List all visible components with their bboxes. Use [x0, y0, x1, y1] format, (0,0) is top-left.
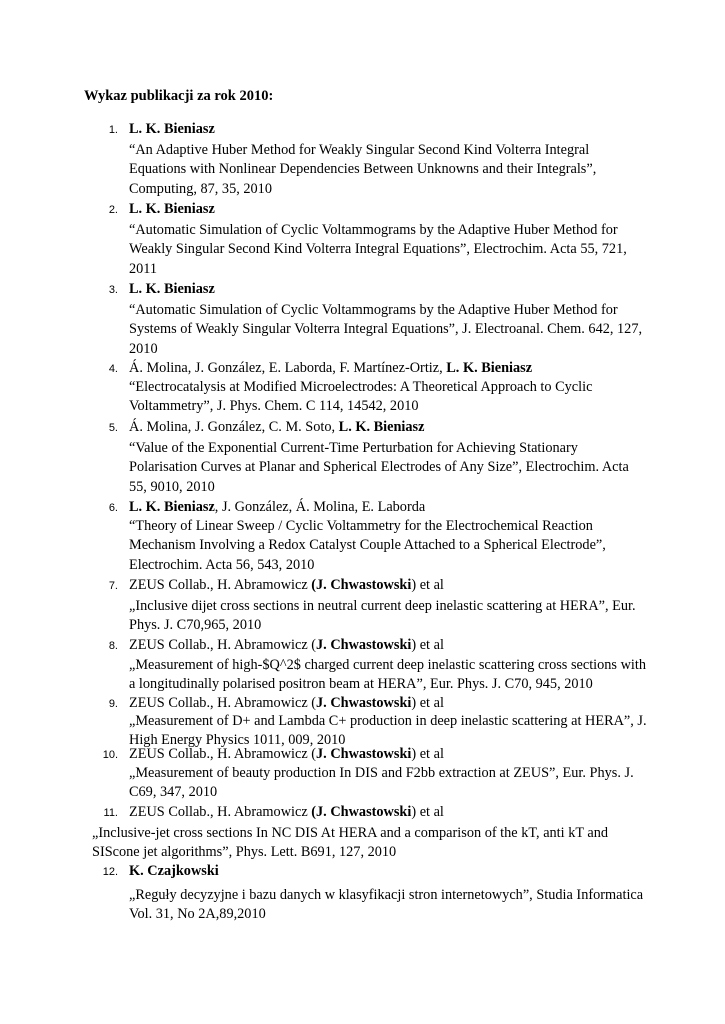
- item-number: 7.: [108, 580, 118, 592]
- author-text: Á. Molina, J. González, C. M. Soto,: [129, 419, 339, 435]
- item-authors: [129, 418, 649, 437]
- item-reference: “Automatic Simulation of Cyclic Voltammograms by the Adaptive Huber Method for Weakly Singular Second Kind Volterra Integral Equations”, Electrochim. Acta 55, 721, 2011: [129, 222, 627, 277]
- item-number: 12.: [102, 866, 118, 878]
- item-reference: „Measurement of high-$Q^2$ charged current deep inelastic scattering cross sections with a longitudinally polarised positron beam at HERA”, Eur. Phys. J. C70, 945, 2010: [129, 657, 646, 693]
- item-reference: „Inclusive-jet cross sections In NC DIS At HERA and a comparison of the kT, anti kT and SIScone jet algorithms”, Phys. Lett. B691, 127, 2010: [92, 825, 609, 861]
- author-text: ZEUS Collab., H. Abramowicz: [129, 577, 312, 593]
- item-number: 5.: [108, 422, 118, 434]
- item-number: 9.: [108, 698, 118, 710]
- item-reference: „Reguły decyzyjne i bazu danych w klasyfikacji stron internetowych”, Studia Informatica Vol. 31, No 2A,89,2010: [129, 887, 644, 923]
- page-title: Wykaz publikacji za rok 2010:: [84, 88, 274, 104]
- item-authors: [129, 694, 649, 713]
- author-text: , J. González, Á. Molina, E. Laborda: [214, 499, 426, 515]
- author-text: ZEUS Collab., H. Abramowicz: [129, 804, 312, 820]
- item-reference: „Measurement of D+ and Lambda C+ production in deep inelastic scattering at HERA”, J. High Energy Physics 1011, 009, 2010: [129, 713, 647, 749]
- item-reference: “An Adaptive Huber Method for Weakly Singular Second Kind Volterra Integral Equations with Nonlinear Dependencies Between Unknowns and their Integrals”, Computing, 87, 35, 2010: [129, 142, 597, 197]
- author-highlight: (J. Chwastowski: [311, 577, 412, 593]
- author-text: ) et al: [411, 746, 444, 762]
- author-text: ) et al: [411, 577, 444, 593]
- item-reference: “Electrocatalysis at Modified Microelectrodes: A Theoretical Approach to Cyclic Voltammetry”, J. Phys. Chem. C 114, 14542, 2010: [129, 379, 593, 415]
- author-highlight: J. Chwastowski: [316, 746, 412, 762]
- author-highlight: L. K. Bieniasz: [338, 419, 425, 435]
- item-reference: “Value of the Exponential Current-Time Perturbation for Achieving Stationary Polarisation Curves at Planar and Spherical Electrodes of Any Size”, Electrochim. Acta 55, 9010, 2010: [129, 440, 629, 495]
- item-number: 11.: [103, 807, 118, 819]
- author-highlight: J. Chwastowski: [316, 637, 412, 653]
- item-number: 1.: [108, 124, 118, 136]
- author-highlight: L. K. Bieniasz: [129, 281, 215, 297]
- item-authors: [129, 803, 649, 822]
- item-reference: “Automatic Simulation of Cyclic Voltammograms by the Adaptive Huber Method for Systems of Weakly Singular Volterra Integral Equations”, J. Electroanal. Chem. 642, 127, 2010: [129, 302, 643, 357]
- author-highlight: L. K. Bieniasz: [446, 360, 533, 376]
- author-highlight: L. K. Bieniasz: [129, 499, 215, 515]
- item-number: 10.: [102, 749, 118, 761]
- author-text: ZEUS Collab., H. Abramowicz (: [129, 695, 317, 711]
- item-number: 6.: [108, 502, 118, 514]
- author-text: ) et al: [411, 695, 444, 711]
- item-authors: [129, 636, 649, 655]
- author-text: ) et al: [411, 804, 444, 820]
- author-text: Á. Molina, J. González, E. Laborda, F. Martínez-Ortiz,: [129, 360, 447, 376]
- author-highlight: L. K. Bieniasz: [129, 201, 215, 217]
- item-number: 4.: [108, 363, 118, 375]
- item-authors: [129, 120, 649, 139]
- item-number: 2.: [108, 204, 118, 216]
- item-number: 3.: [108, 284, 118, 296]
- item-authors: [129, 359, 649, 378]
- author-text: ZEUS Collab., H. Abramowicz (: [129, 746, 317, 762]
- item-authors: [129, 498, 649, 517]
- item-reference: “Theory of Linear Sweep / Cyclic Voltammetry for the Electrochemical Reaction Mechanism Involving a Redox Catalyst Couple Attached to a Spherical Electrode”, Electrochim. Acta 56, 543, 2010: [129, 518, 606, 573]
- author-highlight: J. Chwastowski: [316, 695, 412, 711]
- item-authors: [129, 280, 649, 299]
- author-highlight: (J. Chwastowski: [311, 804, 412, 820]
- item-authors: [129, 862, 649, 881]
- item-number: 8.: [108, 640, 118, 652]
- item-authors: [129, 200, 649, 219]
- author-text: ZEUS Collab., H. Abramowicz (: [129, 637, 317, 653]
- item-authors: [129, 576, 649, 595]
- author-highlight: K. Czajkowski: [129, 863, 219, 879]
- author-highlight: L. K. Bieniasz: [129, 121, 215, 137]
- item-reference: „Measurement of beauty production In DIS and F2bb extraction at ZEUS”, Eur. Phys. J. C69, 347, 2010: [129, 765, 634, 801]
- item-authors: [129, 745, 649, 764]
- author-text: ) et al: [411, 637, 444, 653]
- item-reference: „Inclusive dijet cross sections in neutral current deep inelastic scattering at HERA”, Eur. Phys. J. C70,965, 2010: [129, 598, 636, 634]
